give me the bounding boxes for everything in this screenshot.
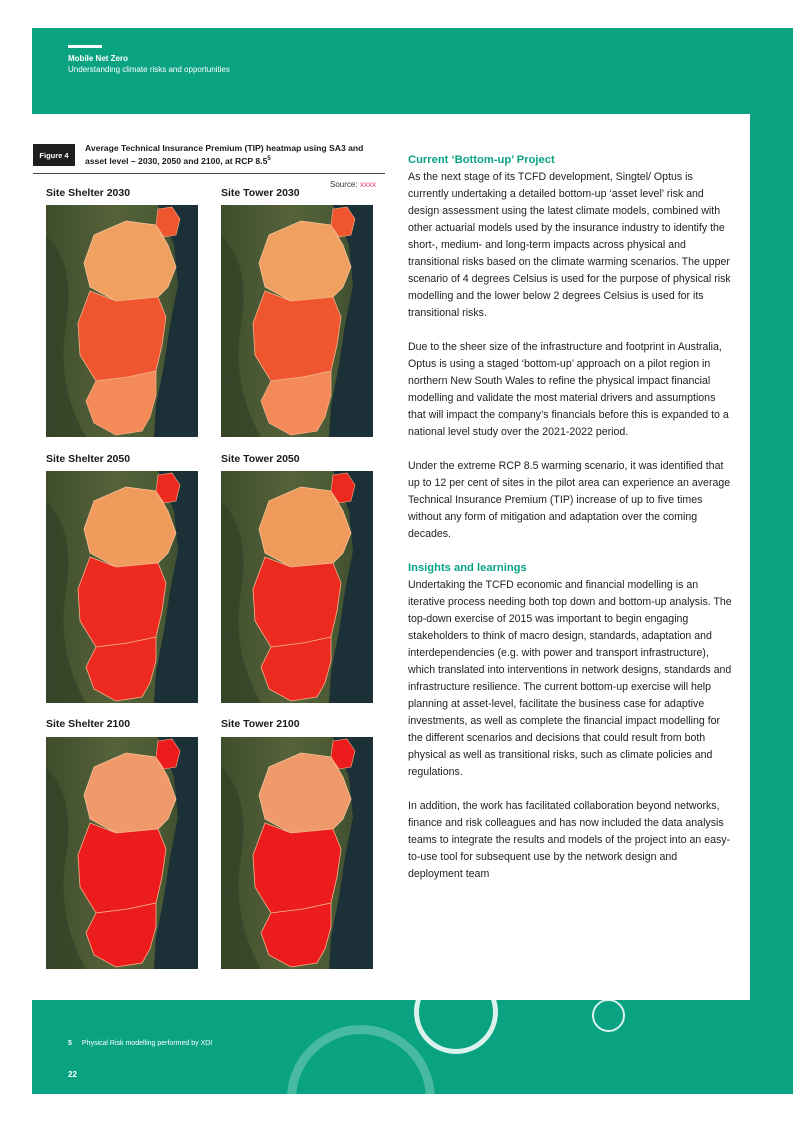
heatmap-panel xyxy=(46,471,198,703)
decor-ring-medium xyxy=(414,1000,498,1054)
heatmap-panel xyxy=(46,737,198,969)
figure-rule xyxy=(33,173,385,174)
region-middle xyxy=(253,823,341,913)
map-title: Site Tower 2050 xyxy=(221,453,300,465)
header-rule xyxy=(68,45,102,48)
page-number: 22 xyxy=(68,1070,77,1079)
figure-caption xyxy=(85,143,375,167)
source-value[interactable]: xxxx xyxy=(359,180,376,189)
paragraph-5: In addition, the work has facilitated collaboration beyond networks, finance and risk colleagues and has now included the data analysis teams to integrate the results and models of the project into an easy-to-use tool for subsequent use by the network design and deployment team xyxy=(408,800,731,880)
figure-caption-ref: 5 xyxy=(267,156,271,162)
satellite-map xyxy=(221,737,373,969)
paragraph-4: Undertaking the TCFD economic and financial modelling is an iterative process needing both top down and bottom-up analysis. The top-down exercise of 2015 was important to begin engaging stakeholders to think of macro design, standards, adaptation and interdependencies (e.g. with power and transport infrastructure), which translated into interventions in network designs, standards and infrastructure resilience. The current bottom-up exercise will help planning at asset-level, facilitate the business case for adaptive investments, as well as complete the financial impact modelling for the different scenarios and decisions that could result from both physical as well as transitional risks, such as climate policies and regulations. xyxy=(408,579,732,778)
footer-band xyxy=(32,1000,793,1094)
map-title: Site Tower 2100 xyxy=(221,718,300,730)
heatmap-panel xyxy=(221,205,373,437)
header-subtitle: Understanding climate risks and opportunities xyxy=(68,65,230,74)
footnote-number: 5 xyxy=(68,1040,72,1047)
heatmap-panel xyxy=(221,471,373,703)
article-column xyxy=(408,152,733,883)
footnote-text: Physical Risk modelling performed by XDI xyxy=(81,1040,213,1047)
heatmap-panel xyxy=(46,205,198,437)
right-accent-strip xyxy=(750,114,793,1000)
satellite-map xyxy=(46,471,198,703)
figure-caption-text: Average Technical Insurance Premium (TIP) heatmap using SA3 and asset level – 2030, 2050 and 2100, at RCP 8.5 xyxy=(85,143,364,166)
decor-ring-small xyxy=(592,1000,625,1032)
heatmap-panel xyxy=(221,737,373,969)
satellite-map xyxy=(221,471,373,703)
section-heading-bottom-up: Current ‘Bottom-up’ Project xyxy=(408,154,555,166)
figure-badge: Figure 4 xyxy=(33,144,75,166)
map-title: Site Tower 2030 xyxy=(221,187,300,199)
satellite-map xyxy=(221,205,373,437)
region-middle xyxy=(253,291,341,381)
region-middle xyxy=(253,557,341,647)
paragraph-3: Under the extreme RCP 8.5 warming scenario, it was identified that up to 12 per cent of sites in the pilot area can experience an average Technical Insurance Premium (TIP) increase of up to five times without any form of mitigation and adaptation over the coming decades. xyxy=(408,460,731,540)
paragraph-2: Due to the sheer size of the infrastructure and footprint in Australia, Optus is using a staged ‘bottom-up’ approach on a pilot region in northern New South Wales to refine the physical impact financial modelling and validate the most material drivers and assumptions that will impact the company’s financials before this is expanded to a national level study over the 2021-2022 period. xyxy=(408,341,729,438)
paragraph-1: As the next stage of its TCFD development, Singtel/ Optus is currently undertaking a detailed bottom-up ‘asset level’ risk and design assessment using the latest climate models, combined with other actuarial models used by the insurance industry to identify the short-, medium- and long-term impacts across physical and transitional risks based on the climate warming scenarios. The upper scenario of 4 degrees Celsius is used for the purpose of physical risk modelling and the lower below 2 degrees Celsius is used for its transitional risks. xyxy=(408,171,731,319)
region-middle xyxy=(78,823,166,913)
header-title: Mobile Net Zero xyxy=(68,54,129,63)
source-label: Source: xyxy=(330,180,358,189)
figure-source xyxy=(330,180,376,189)
satellite-map xyxy=(46,205,198,437)
region-middle xyxy=(78,291,166,381)
map-title: Site Shelter 2030 xyxy=(46,187,131,199)
satellite-map xyxy=(46,737,198,969)
map-title: Site Shelter 2050 xyxy=(46,453,131,465)
region-middle xyxy=(78,557,166,647)
footnote xyxy=(68,1040,212,1047)
decor-ring-large xyxy=(287,1025,435,1094)
map-title: Site Shelter 2100 xyxy=(46,718,131,730)
section-heading-insights: Insights and learnings xyxy=(408,562,527,574)
